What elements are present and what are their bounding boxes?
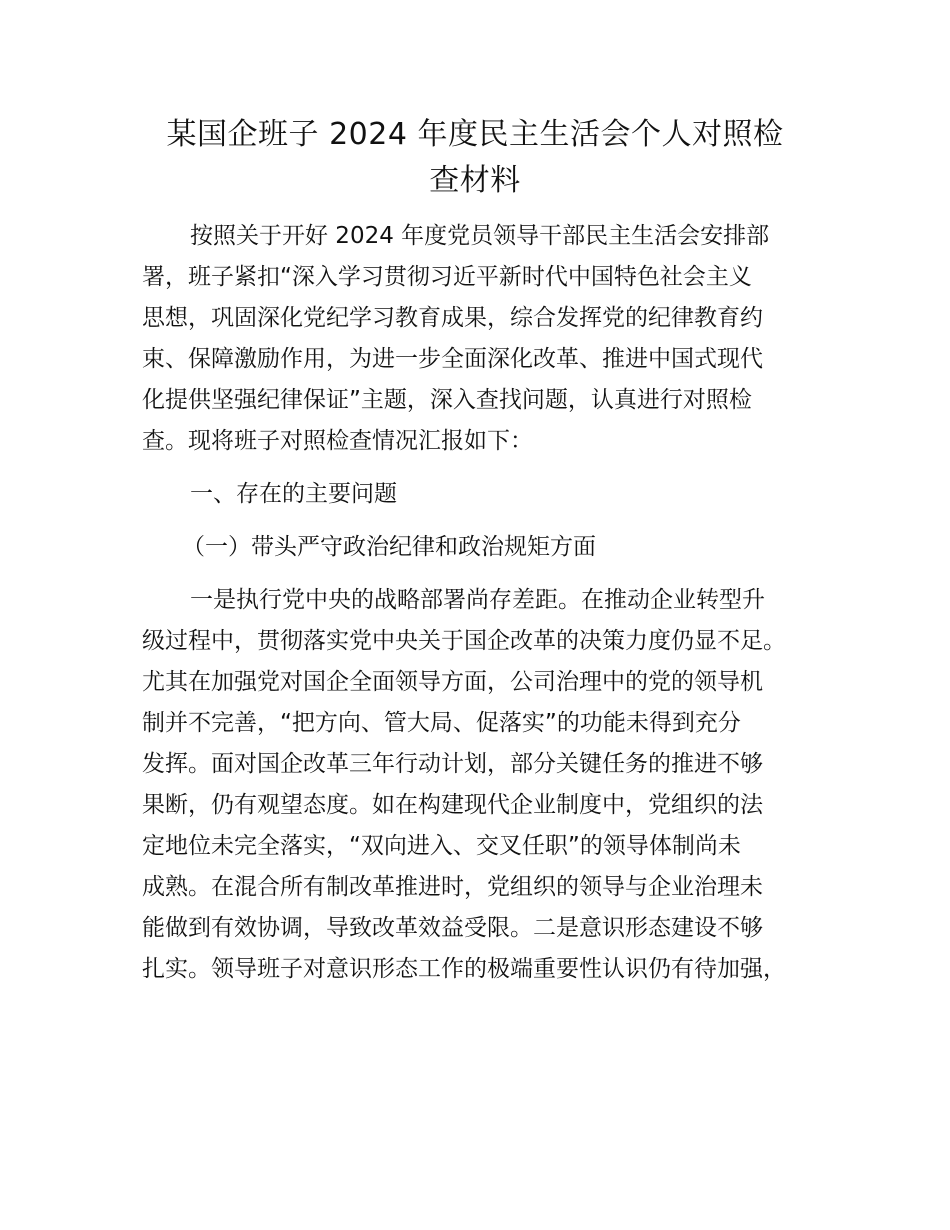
body-line: 一是执行党中央的战略部署尚存差距。在推动企业转型升 <box>190 587 765 613</box>
intro-line: 束、保障激励作用，为进一步全面深化改革、推进中国式现代 <box>142 346 763 372</box>
intro-line: 查。现将班子对照检查情况汇报如下： <box>142 428 533 454</box>
document-body <box>142 216 832 990</box>
section-heading: 一、存在的主要问题 <box>190 481 397 507</box>
body-line: 能做到有效协调，导致改革效益受限。二是意识形态建设不够 <box>142 915 763 941</box>
title-line-1: 某国企班子 2024 年度民主生活会个人对照检 <box>166 117 784 152</box>
intro-line: 署，班子紧扣“深入学习贯彻习近平新时代中国特色社会主义 <box>142 264 752 290</box>
intro-paragraph <box>142 216 832 462</box>
document-title <box>140 112 810 204</box>
body-paragraph <box>142 580 832 990</box>
subsection-heading: （一）带头严守政治纪律和政治规矩方面 <box>182 534 596 560</box>
body-line: 定地位未完全落实，“双向进入、交叉任职”的领导体制尚未 <box>142 833 741 859</box>
body-line: 制并不完善，“把方向、管大局、促落实”的功能未得到充分 <box>142 710 741 736</box>
intro-line: 化提供坚强纪律保证”主题，深入查找问题，认真进行对照检 <box>142 387 752 413</box>
body-line: 级过程中，贯彻落实党中央关于国企改革的决策力度仍显不足。 <box>142 628 786 654</box>
intro-line: 思想，巩固深化党纪学习教育成果，综合发挥党的纪律教育约 <box>142 305 763 331</box>
body-line: 成熟。在混合所有制改革推进时，党组织的领导与企业治理未 <box>142 874 763 900</box>
body-line: 尤其在加强党对国企全面领导方面，公司治理中的党的领导机 <box>142 669 763 695</box>
body-line: 扎实。领导班子对意识形态工作的极端重要性认识仍有待加强， <box>142 956 786 982</box>
title-line-2: 查材料 <box>429 163 521 198</box>
intro-line: 按照关于开好 2024 年度党员领导干部民主生活会安排部 <box>190 223 770 249</box>
body-line: 果断，仍有观望态度。如在构建现代企业制度中，党组织的法 <box>142 792 763 818</box>
body-line: 发挥。面对国企改革三年行动计划，部分关键任务的推进不够 <box>142 751 763 777</box>
